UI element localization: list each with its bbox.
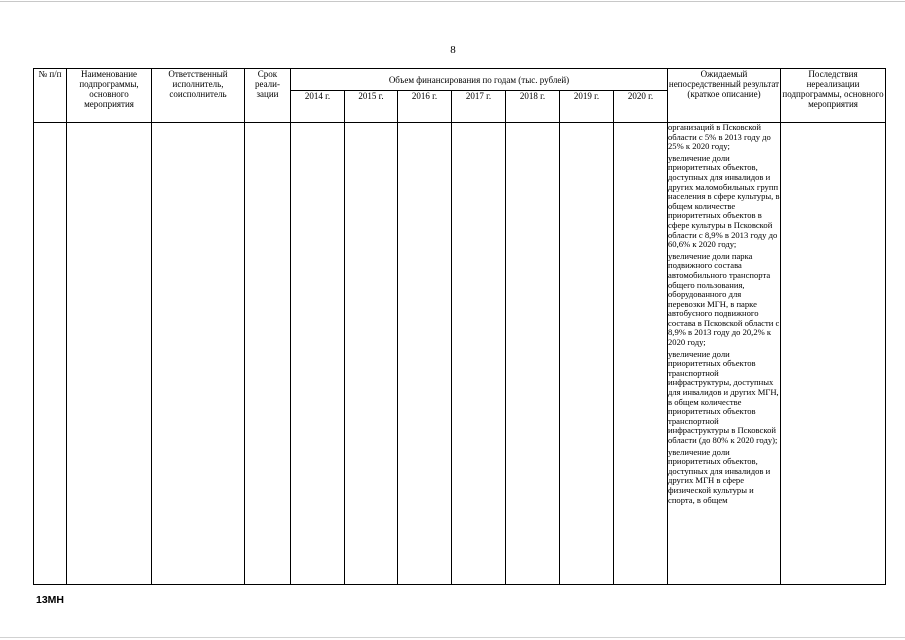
scan-edge-bottom <box>0 637 905 638</box>
cell-name <box>67 123 152 585</box>
result-paragraph: организаций в Псковской области с 5% в 2013 году до 25% к 2020 году; <box>668 122 771 152</box>
header-consequences: Последствия нереализации подпрограммы, основного мероприятия <box>781 69 886 123</box>
result-paragraph: увеличение доли приоритетных объектов транспортной инфраструктуры, доступных для инвалидов и других МГН, в общем количестве приоритетных объектов транспортной инфраструктуры в Псковской области (до 80% к 2020 году); <box>668 348 779 445</box>
header-year-2015: 2015 г. <box>345 91 398 123</box>
cell-result <box>668 123 781 585</box>
cell-consequences <box>781 123 886 585</box>
cell-2019 <box>560 123 614 585</box>
cell-2016 <box>398 123 452 585</box>
cell-num <box>34 123 67 585</box>
header-year-2019: 2019 г. <box>560 91 614 123</box>
header-year-2017: 2017 г. <box>452 91 506 123</box>
result-paragraph: увеличение доли приоритетных объектов, доступных для инвалидов и других маломобильных групп населения в сфере культуры, в общем количестве приоритетных объектов в сфере культуры в Псковской области с 8,9% в 2013 году до 60,6% к 2020 году; <box>668 152 780 250</box>
page-number: 8 <box>450 44 456 56</box>
scan-edge-top <box>0 1 905 2</box>
cell-2014 <box>291 123 345 585</box>
cell-2018 <box>506 123 560 585</box>
cell-2020 <box>614 123 668 585</box>
header-year-2018: 2018 г. <box>506 91 560 123</box>
header-executor: Ответственный исполнитель, соисполнитель <box>152 69 245 123</box>
cell-term <box>245 123 291 585</box>
cell-executor <box>152 123 245 585</box>
header-year-2020: 2020 г. <box>614 91 668 123</box>
header-financing: Объем финансирования по годам (тыс. рублей) <box>291 69 668 91</box>
program-table <box>33 68 886 585</box>
header-num: № п/п <box>34 69 67 123</box>
result-paragraph: увеличение доли приоритетных объектов, доступных для инвалидов и других МГН в сфере физической культуры и спорта, в общем <box>668 446 771 505</box>
result-paragraph: увеличение доли парка подвижного состава автомобильного транспорта общего пользования, оборудованного для перевозки МГН, в парке автобусного подвижного состава в Псковской области с 8,9% в 2013 году до 20,2% к 2020 году; <box>668 250 780 348</box>
header-term: Срок реали-зации <box>245 69 291 123</box>
cell-2017 <box>452 123 506 585</box>
cell-2015 <box>345 123 398 585</box>
header-name: Наименование подпрограммы, основного мероприятия <box>67 69 152 123</box>
header-year-2014: 2014 г. <box>291 91 345 123</box>
footer-code: 13МН <box>36 594 65 606</box>
header-year-2016: 2016 г. <box>398 91 452 123</box>
header-result: Ожидаемый непосредственный результат (краткое описание) <box>668 69 781 123</box>
